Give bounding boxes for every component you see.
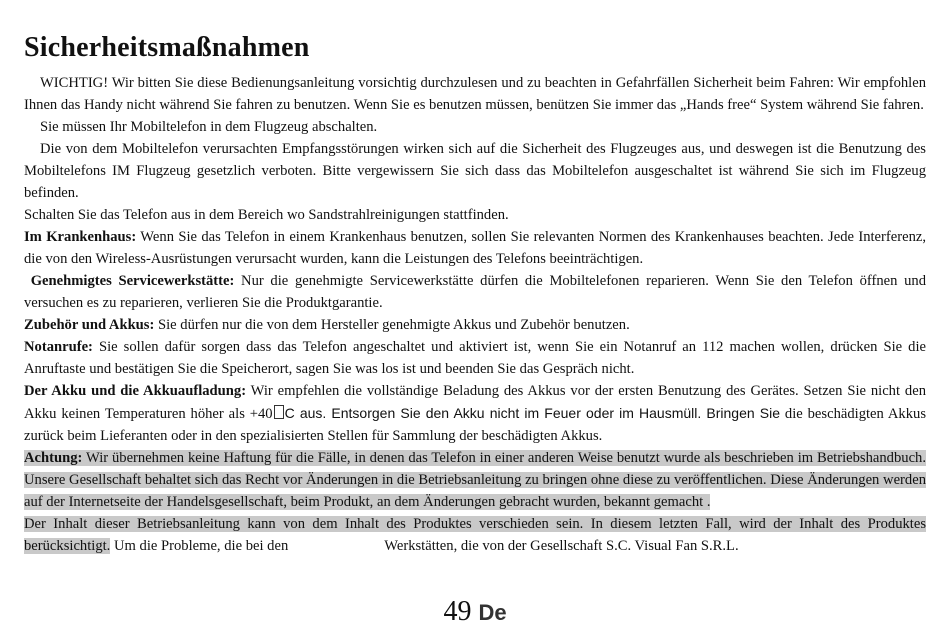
service-label: Genehmigtes Servicewerkstätte: [30, 273, 235, 289]
inhalt-rest-a: Um die Probleme, die bei den [110, 538, 289, 554]
paragraph-notanrufe [24, 336, 926, 380]
paragraph-inhalt [24, 513, 926, 557]
language-code: De [478, 600, 507, 625]
akku-text-b: C aus. Entsorgen Sie den Akku nicht im Feuer oder im Hausmüll. Bringen Sie [284, 405, 781, 421]
page-number: 49 [443, 596, 472, 627]
paragraph-flugzeug-stoerungen: Die von dem Mobiltelefon verursachten Empfangsstörungen wirken sich auf die Sicherheit des Flugzeuges aus, und deswegen ist die Benutzung des Mobiltelefons IM Flugzeug gesetzlich verboten. Bitte vergewissern Sie sich dass das Mobiltelefon ausgeschaltet ist während Sie sich im Flugzeug befinden. [24, 141, 926, 201]
paragraph-sandstrahl: Schalten Sie das Telefon aus in dem Bereich wo Sandstrahlreinigungen stattfinden. [24, 207, 509, 223]
paragraph-akku [24, 380, 926, 447]
document-body [24, 72, 926, 557]
zubehoer-label: Zubehör und Akkus: [24, 317, 155, 333]
paragraph-achtung [24, 447, 926, 513]
achtung-highlight [24, 450, 926, 510]
krankenhaus-label: Im Krankenhaus: [24, 229, 137, 245]
missing-glyph-icon [274, 405, 284, 419]
inhalt-highlight: Der Inhalt dieser Betriebsanleitung kann von dem Inhalt des Produktes verschieden sein. In diesem letzten Fall, wird der Inhalt des Produktes berücksichtigt. [24, 516, 926, 554]
service-text: Nur die genehmigte Servicewerkstätte dürfen die Mobiltelefonen reparieren. Wenn Sie den Telefon öffnen und versuchen es zu reparieren, verlieren Sie die Produktgarantie. [24, 273, 927, 311]
page-title: Sicherheitsmaßnahmen [24, 32, 310, 63]
paragraph-krankenhaus [24, 226, 926, 270]
paragraph-zubehoer [24, 314, 926, 336]
notanrufe-text: Sie sollen dafür sorgen dass das Telefon angeschaltet und aktiviert ist, wenn Sie ein Notanruf an 112 machen wollen, drücken Sie die Anruftaste und bestätigen Sie die Speicherort, sagen Sie was los ist und beenden Sie das Gespräch nicht. [24, 339, 926, 377]
zubehoer-text: Sie dürfen nur die von dem Hersteller genehmigte Akkus und Zubehör benutzen. [154, 317, 630, 333]
krankenhaus-text: Wenn Sie das Telefon in einem Krankenhaus benutzen, sollen Sie relevanten Normen des Krankenhauses beachten. Jede Interferenz, die von den Wireless-Ausrüstungen verursacht wurden, kann die Leistungen des Telefons beeinträchtigen. [24, 229, 926, 267]
notanrufe-label: Notanrufe: [24, 339, 93, 355]
akku-label: Der Akku und die Akkuaufladung: [24, 383, 247, 399]
achtung-label: Achtung: [24, 450, 83, 466]
akku-text-a: Wir empfehlen die vollständige Beladung des Akkus vor der ersten Benutzung des Gerätes. Setzen Sie nicht den Akku keinen Temperaturen höher als +40 [24, 383, 926, 422]
akku-text-c: die beschädigten Akkus zurück beim Lieferanten oder in den spezialisierten Stellen für Sammlung der beschädigten Akkus. [24, 406, 927, 444]
page-footer [0, 596, 950, 629]
paragraph-wichtig: WICHTIG! Wir bitten Sie diese Bedienungsanleitung vorsichtig durchzulesen und zu beachten in Gefahrfällen Sicherheit beim Fahren: Wir empfohlen Ihnen das Handy nicht während Sie fahren zu benutzen. Wenn Sie es benutzen müssen, benützen Sie immer das „Hands free“ System während Sie fahren. [24, 75, 926, 113]
paragraph-servicewerkstaette [24, 270, 926, 314]
achtung-text: Wir übernehmen keine Haftung für die Fälle, in denen das Telefon in einer anderen Weise benutzt wurde als beschrieben im Betriebshandbuch. Unsere Gesellschaft behaltet sich das Recht vor Änderungen in die Betriebsanleitung zu bringen ohne diese zu veröffentlichen. Diese Änderungen werden auf der Internetseite der Handelsgesellschaft, beim Produkt, an dem Änderungen gebracht wurden, bekannt gemacht . [24, 450, 926, 510]
paragraph-flugzeug-abschalten: Sie müssen Ihr Mobiltelefon in dem Flugzeug abschalten. [40, 119, 378, 135]
inhalt-rest-b: Werkstätten, die von der Gesellschaft S.C. Visual Fan S.R.L. [384, 538, 739, 554]
